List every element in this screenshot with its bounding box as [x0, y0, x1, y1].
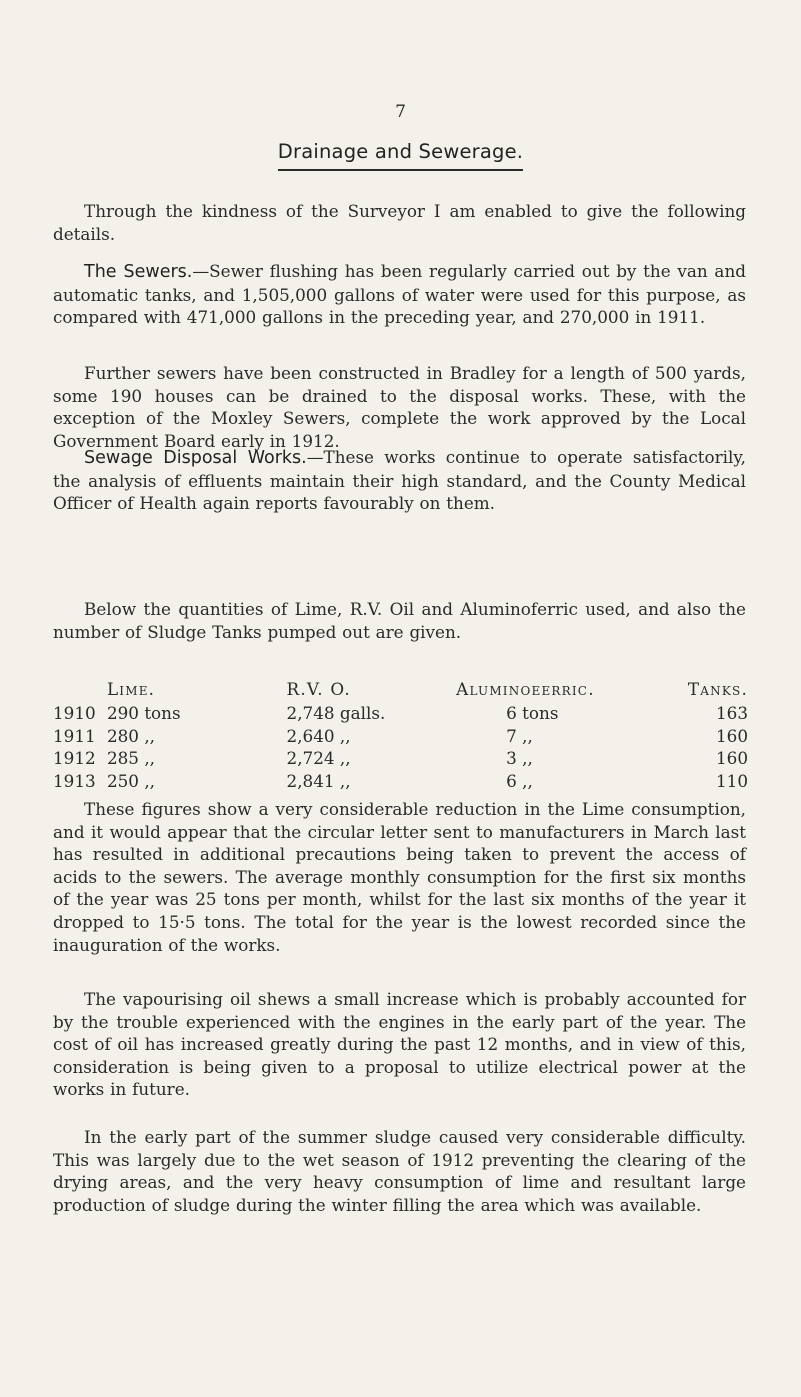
cell-tanks: 163 — [715, 703, 748, 723]
header-year — [53, 676, 107, 702]
header-rvo: R.V. O. — [286, 678, 351, 699]
header-lime: Lime. — [106, 678, 156, 699]
cell-aluminoferric: 3 ,, — [506, 748, 533, 768]
page-number: 7 — [395, 102, 406, 122]
table-row — [53, 770, 748, 793]
cell-lime: 250 ,, — [106, 770, 155, 791]
vapourising-oil-paragraph: The vapourising oil shews a small increase which is probably accounted for by the trouble experienced with the engines in the early part of the year. The cost of oil has increased greatly during the past 12 months, and in view of this, consideration is being given to a proposal to utilize electrical power at the works in future. — [53, 989, 746, 1100]
cell-lime: 280 ,, — [106, 725, 155, 746]
cell-tanks: 160 — [715, 725, 748, 746]
sewers-paragraph — [53, 260, 746, 329]
cell-year: 1910 — [53, 703, 96, 723]
sewers-text: —Sewer flushing has been regularly carried out by the van and automatic tanks, and 1,505,000 gallons of water were used for this purpose, as compared with 471,000 gallons in the preceding year, and 270,000 in 1911. — [53, 261, 746, 328]
disposal-lead: Sewage Disposal Works. — [84, 448, 307, 468]
cell-aluminoferric: 6 tons — [506, 703, 559, 723]
cell-rvo: 2,724 ,, — [286, 748, 351, 768]
disposal-paragraph — [53, 446, 746, 515]
cell-lime: 290 tons — [106, 703, 181, 723]
further-sewers-paragraph: Further sewers have been constructed in Bradley for a length of 500 yards, some 190 houses can be drained to the disposal works. These, with the exception of the Moxley Sewers, complete the work approved by the Local Government Board early in 1912. — [53, 363, 746, 451]
disposal-text: —These works continue to operate satisfactorily, the analysis of effluents maintain their high standard, and the County Medical Officer of Health again reports favourably on them. — [53, 447, 746, 514]
cell-tanks: 160 — [715, 748, 748, 768]
table-row — [53, 747, 748, 770]
quantities-table — [53, 676, 748, 792]
table-header-row — [53, 676, 748, 702]
cell-aluminoferric: 6 ,, — [506, 770, 533, 791]
cell-tanks: 110 — [715, 770, 748, 791]
sewers-lead: The Sewers. — [84, 262, 193, 282]
table-row — [53, 702, 748, 725]
cell-aluminoferric: 7 ,, — [506, 725, 533, 746]
cell-year: 1911 — [53, 725, 96, 746]
cell-rvo: 2,748 galls. — [286, 703, 386, 723]
cell-lime: 285 ,, — [106, 748, 155, 768]
intro-paragraph: Through the kindness of the Surveyor I am enabled to give the following details. — [53, 201, 746, 244]
quantities-intro-paragraph: Below the quantities of Lime, R.V. Oil and Aluminoferric used, and also the number of Sludge Tanks pumped out are given. — [53, 599, 746, 642]
header-aluminoferric: Aluminoeerric. — [456, 678, 595, 699]
table-row — [53, 725, 748, 748]
cell-rvo: 2,841 ,, — [286, 770, 351, 791]
cell-year: 1913 — [53, 770, 96, 791]
section-heading-text: Drainage and Sewerage. — [278, 140, 523, 171]
cell-year: 1912 — [53, 748, 96, 768]
header-tanks: Tanks. — [687, 678, 748, 699]
cell-rvo: 2,640 ,, — [286, 725, 351, 746]
section-heading — [0, 140, 801, 171]
reduction-paragraph: These figures show a very considerable reduction in the Lime consumption, and it would appear that the circular letter sent to manufacturers in March last has resulted in additional precautions being taken to prevent the access of acids to the sewers. The average monthly consumption for the first six months of the year was 25 tons per month, whilst for the last six months of the year it dropped to 15·5 tons. The total for the year is the lowest recorded since the inauguration of the works. — [53, 799, 746, 955]
sludge-paragraph: In the early part of the summer sludge caused very considerable difficulty. This was largely due to the wet season of 1912 preventing the clearing of the drying areas, and the very heavy consumption of lime and resultant large production of sludge during the winter filling the area which was available. — [53, 1127, 746, 1215]
